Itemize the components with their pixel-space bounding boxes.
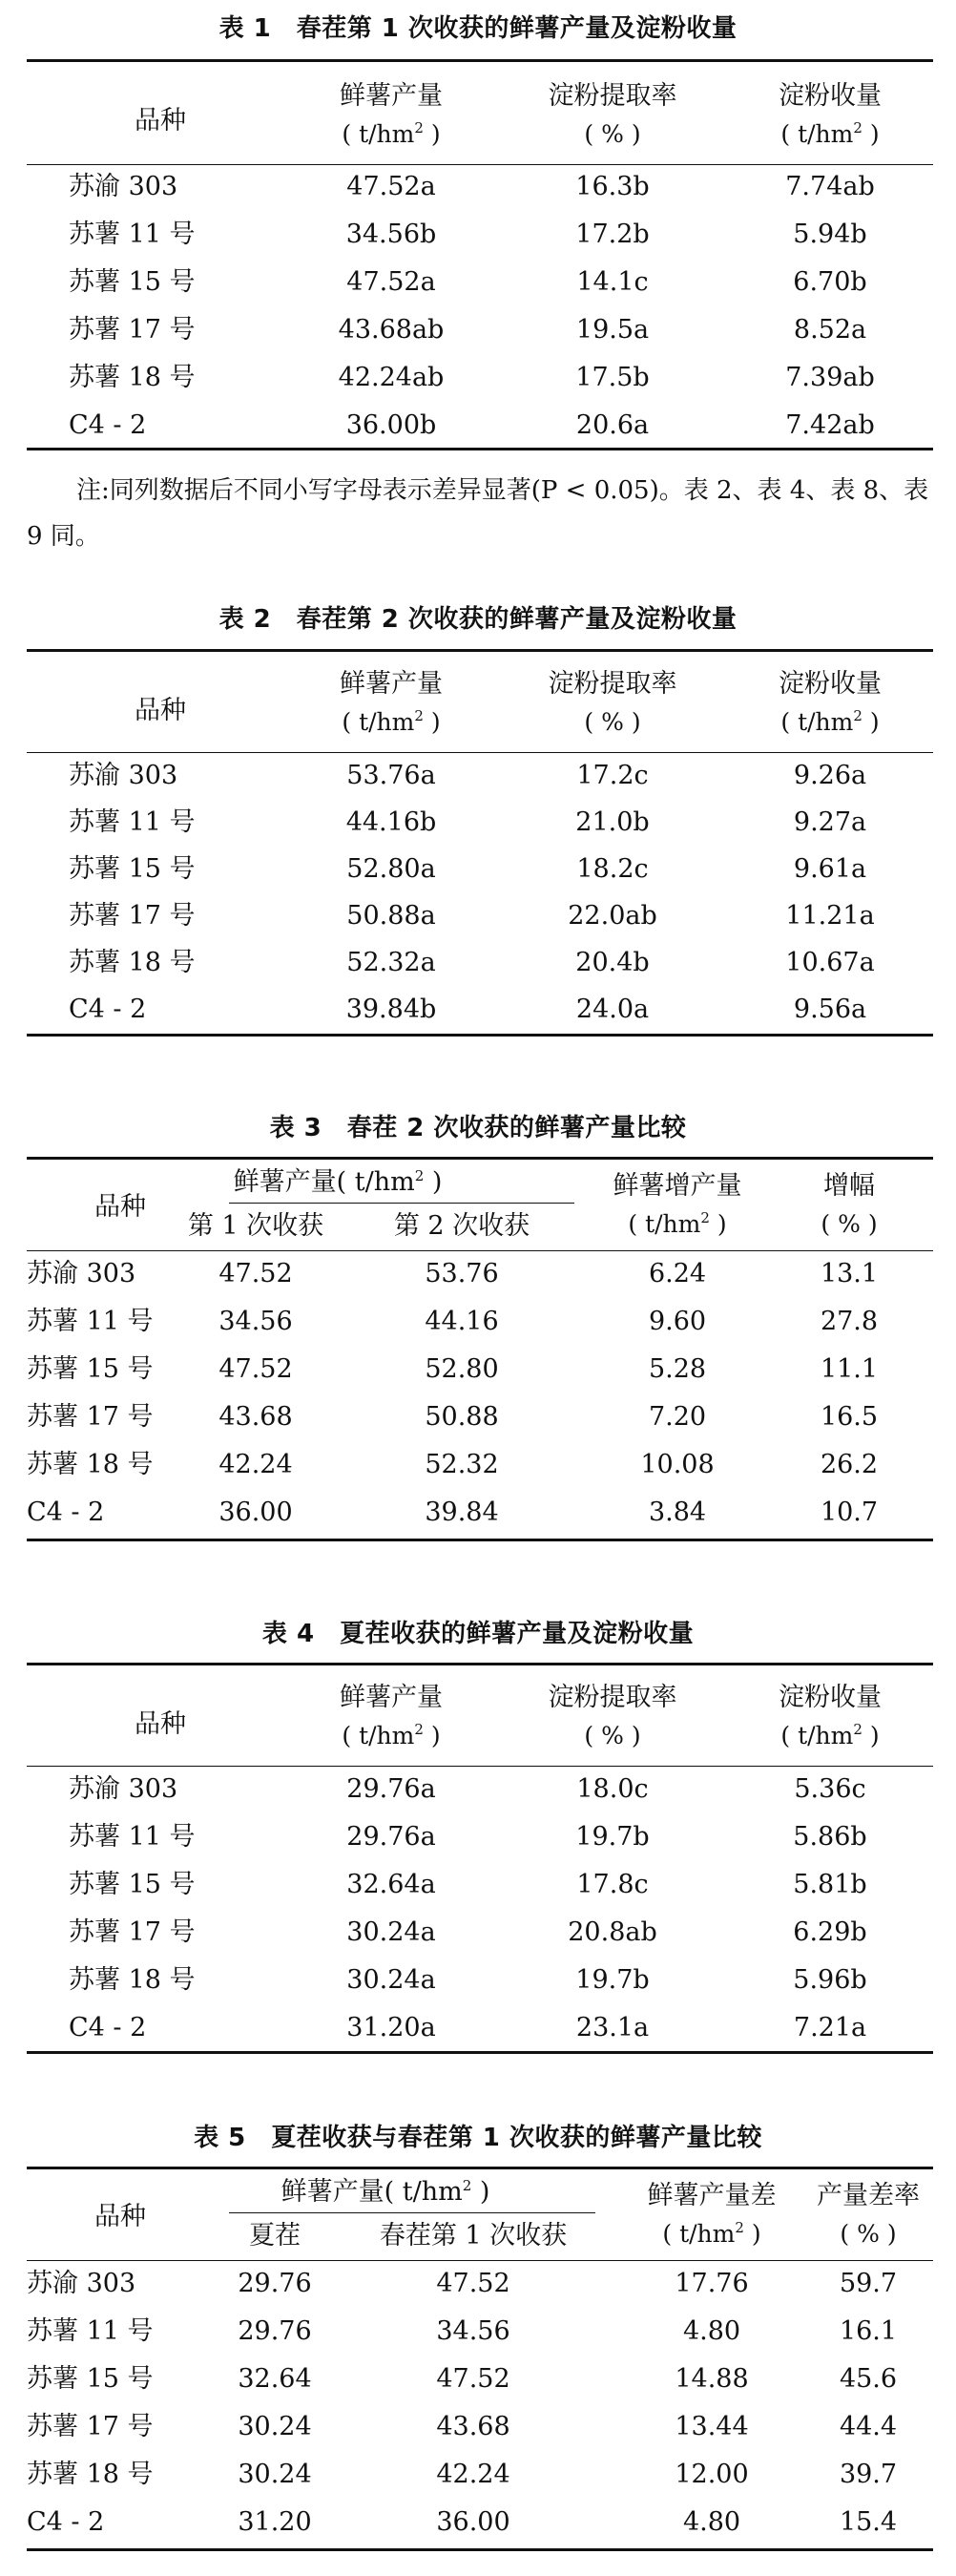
variety-cell: 苏薯 17 号 bbox=[69, 1917, 196, 1947]
table5-header-diff: 鲜薯产量差 bbox=[647, 2181, 777, 2210]
variety-cell: 苏薯 17 号 bbox=[69, 315, 196, 345]
yield-cell: 29.76a bbox=[346, 1822, 436, 1852]
value-cell: 14.88 bbox=[675, 2364, 749, 2394]
rate-cell: 20.6a bbox=[575, 410, 650, 440]
value-cell: 36.00 bbox=[218, 1497, 293, 1527]
table2-header-yield: 鲜薯产量 bbox=[340, 669, 443, 699]
yield-cell: 47.52a bbox=[346, 267, 436, 297]
value-cell: 26.2 bbox=[820, 1450, 879, 1479]
variety-cell: 苏渝 303 bbox=[69, 172, 178, 201]
table-note: 注:同列数据后不同小写字母表示差异显著(P < 0.05)。表 2、表 4、表 8、表 9 同。 bbox=[27, 476, 929, 551]
variety-cell: 苏薯 18 号 bbox=[27, 1450, 154, 1479]
value-cell: 29.76 bbox=[238, 2316, 312, 2346]
variety-cell: 苏薯 11 号 bbox=[69, 1822, 196, 1852]
variety-cell: 苏薯 15 号 bbox=[27, 1354, 154, 1384]
value-cell: 16.5 bbox=[820, 1402, 879, 1432]
value-cell: 6.24 bbox=[648, 1259, 707, 1288]
rate-cell: 19.7b bbox=[575, 1965, 650, 1995]
table2-header-starch-unit: ( $t/hm^2$ ) bbox=[780, 707, 880, 736]
value-cell: 39.84 bbox=[425, 1497, 499, 1527]
starch-cell: 7.42ab bbox=[785, 410, 875, 440]
table3-header-pct: 增幅 bbox=[823, 1171, 875, 1201]
value-cell: 30.24 bbox=[238, 2460, 312, 2489]
starch-cell: 8.52a bbox=[793, 315, 867, 345]
variety-cell: 苏薯 11 号 bbox=[27, 1307, 154, 1336]
variety-cell: 苏薯 18 号 bbox=[69, 1965, 196, 1995]
table2-header-starch: 淀粉收量 bbox=[779, 669, 882, 699]
table1-header-yield-unit: ( $t/hm^2$ ) bbox=[342, 119, 441, 148]
value-cell: 47.52 bbox=[436, 2364, 510, 2394]
table5-header-pct-unit: ( % ) bbox=[840, 2220, 897, 2248]
rate-cell: 18.2c bbox=[576, 854, 649, 884]
variety-cell: 苏薯 17 号 bbox=[27, 1402, 154, 1432]
yield-cell: 44.16b bbox=[345, 807, 437, 837]
variety-cell: 苏薯 11 号 bbox=[69, 220, 196, 249]
table1-header-rate-unit: ( % ) bbox=[584, 120, 641, 148]
table3-top-rule bbox=[27, 1157, 933, 1160]
variety-cell: 苏渝 303 bbox=[27, 2269, 136, 2298]
yield-cell: 34.56b bbox=[345, 220, 437, 249]
starch-cell: 9.61a bbox=[793, 854, 867, 884]
value-cell: 53.76 bbox=[425, 1259, 499, 1288]
variety-cell: C4 - 2 bbox=[27, 2507, 105, 2537]
yield-cell: 42.24ab bbox=[338, 363, 445, 392]
rate-cell: 17.5b bbox=[575, 363, 650, 392]
table3-header-pct-unit: ( % ) bbox=[821, 1210, 878, 1238]
yield-cell: 30.24a bbox=[346, 1917, 436, 1947]
variety-cell: C4 - 2 bbox=[69, 2013, 147, 2042]
rate-cell: 24.0a bbox=[575, 995, 650, 1024]
value-cell: 27.8 bbox=[820, 1307, 879, 1336]
starch-cell: 7.39ab bbox=[785, 363, 875, 392]
table5-header-pct: 产量差率 bbox=[817, 2181, 920, 2210]
table5 bbox=[27, 2167, 933, 2558]
table2 bbox=[27, 649, 933, 1038]
value-cell: 47.52 bbox=[436, 2269, 510, 2298]
starch-cell: 9.26a bbox=[793, 761, 867, 790]
rate-cell: 19.7b bbox=[575, 1822, 650, 1852]
table3-header-incr-unit: ( $t/hm^2$ ) bbox=[628, 1209, 727, 1238]
value-cell: 34.56 bbox=[218, 1307, 293, 1336]
table1-header-rate: 淀粉提取率 bbox=[548, 81, 677, 111]
value-cell: 9.60 bbox=[648, 1307, 707, 1336]
value-cell: 15.4 bbox=[839, 2507, 898, 2537]
rate-cell: 18.0c bbox=[576, 1774, 649, 1804]
variety-cell: 苏薯 18 号 bbox=[69, 363, 196, 392]
table3-header-incr: 鲜薯增产量 bbox=[613, 1171, 742, 1201]
value-cell: 30.24 bbox=[238, 2412, 312, 2441]
table1-header-starch: 淀粉收量 bbox=[779, 81, 882, 111]
value-cell: 43.68 bbox=[436, 2412, 510, 2441]
rate-cell: 17.8c bbox=[576, 1870, 649, 1899]
variety-cell: 苏薯 17 号 bbox=[27, 2412, 154, 2441]
starch-cell: 5.36c bbox=[794, 1774, 866, 1804]
yield-cell: 32.64a bbox=[346, 1870, 436, 1899]
yield-cell: 36.00b bbox=[345, 410, 437, 440]
value-cell: 10.7 bbox=[820, 1497, 879, 1527]
rate-cell: 20.4b bbox=[575, 948, 650, 977]
table1-header-starch-unit: ( $t/hm^2$ ) bbox=[780, 119, 880, 148]
value-cell: 7.20 bbox=[648, 1402, 707, 1432]
value-cell: 44.4 bbox=[839, 2412, 898, 2441]
value-cell: 50.88 bbox=[425, 1402, 499, 1432]
value-cell: 36.00 bbox=[436, 2507, 510, 2537]
table2-header-yield-unit: ( $t/hm^2$ ) bbox=[342, 707, 441, 736]
value-cell: 5.28 bbox=[648, 1354, 707, 1384]
yield-cell: 52.32a bbox=[346, 948, 436, 977]
starch-cell: 9.27a bbox=[793, 807, 867, 837]
table3-header-group: 鲜薯产量( $t/hm^2$ ) bbox=[233, 1167, 443, 1197]
value-cell: 39.7 bbox=[839, 2460, 898, 2489]
table4-header-rule bbox=[27, 1766, 933, 1767]
yield-cell: 47.52a bbox=[346, 172, 436, 201]
variety-cell: 苏渝 303 bbox=[69, 1774, 178, 1804]
value-cell: 59.7 bbox=[839, 2269, 898, 2298]
rate-cell: 16.3b bbox=[575, 172, 650, 201]
starch-cell: 7.74ab bbox=[785, 172, 875, 201]
value-cell: 45.6 bbox=[839, 2364, 898, 2394]
starch-cell: 5.94b bbox=[793, 220, 867, 249]
value-cell: 52.32 bbox=[425, 1450, 499, 1479]
table5-header-rule bbox=[27, 2260, 933, 2261]
table4-header-rate: 淀粉提取率 bbox=[548, 1683, 677, 1712]
table3 bbox=[27, 1157, 933, 1546]
value-cell: 29.76 bbox=[238, 2269, 312, 2298]
variety-cell: C4 - 2 bbox=[69, 410, 147, 440]
starch-cell: 5.81b bbox=[793, 1870, 867, 1899]
table1 bbox=[27, 59, 933, 450]
value-cell: 4.80 bbox=[682, 2507, 741, 2537]
value-cell: 10.08 bbox=[640, 1450, 715, 1479]
value-cell: 13.1 bbox=[820, 1259, 879, 1288]
table1-header-yield: 鲜薯产量 bbox=[340, 81, 443, 111]
yield-cell: 43.68ab bbox=[338, 315, 445, 345]
value-cell: 47.52 bbox=[218, 1354, 293, 1384]
rate-cell: 14.1c bbox=[576, 267, 649, 297]
value-cell: 47.52 bbox=[218, 1259, 293, 1288]
rate-cell: 22.0ab bbox=[568, 901, 657, 931]
table5-top-rule bbox=[27, 2167, 933, 2169]
variety-cell: 苏薯 15 号 bbox=[69, 854, 196, 884]
yield-cell: 29.76a bbox=[346, 1774, 436, 1804]
value-cell: 13.44 bbox=[675, 2412, 749, 2441]
table4-title: 表 4 夏茬收获的鲜薯产量及淀粉收量 bbox=[261, 1620, 695, 1648]
yield-cell: 30.24a bbox=[346, 1965, 436, 1995]
value-cell: 11.1 bbox=[820, 1354, 879, 1384]
variety-cell: 苏薯 15 号 bbox=[69, 1870, 196, 1899]
rate-cell: 19.5a bbox=[575, 315, 650, 345]
starch-cell: 9.56a bbox=[793, 995, 867, 1024]
variety-cell: 苏渝 303 bbox=[27, 1259, 136, 1288]
table5-header-variety: 品种 bbox=[94, 2202, 146, 2231]
table3-title: 表 3 春茬 2 次收获的鲜薯产量比较 bbox=[269, 1114, 687, 1142]
value-cell: 16.1 bbox=[839, 2316, 898, 2346]
yield-cell: 39.84b bbox=[345, 995, 437, 1024]
value-cell: 32.64 bbox=[238, 2364, 312, 2394]
variety-cell: C4 - 2 bbox=[69, 995, 147, 1024]
starch-cell: 6.70b bbox=[793, 267, 867, 297]
variety-cell: 苏渝 303 bbox=[69, 761, 178, 790]
table3-header-variety: 品种 bbox=[94, 1192, 146, 1222]
starch-cell: 11.21a bbox=[785, 901, 875, 931]
table3-header-sub2: 第 2 次收获 bbox=[393, 1211, 530, 1241]
value-cell: 3.84 bbox=[648, 1497, 707, 1527]
value-cell: 43.68 bbox=[218, 1402, 293, 1432]
table4-header-yield: 鲜薯产量 bbox=[340, 1683, 443, 1712]
table2-bottom-rule bbox=[27, 1034, 933, 1037]
table5-title: 表 5 夏茬收获与春茬第 1 次收获的鲜薯产量比较 bbox=[194, 2124, 762, 2152]
variety-cell: C4 - 2 bbox=[27, 1497, 105, 1527]
table1-top-rule bbox=[27, 59, 933, 62]
variety-cell: 苏薯 15 号 bbox=[27, 2364, 154, 2394]
value-cell: 44.16 bbox=[425, 1307, 499, 1336]
table2-header-rule bbox=[27, 752, 933, 753]
variety-cell: 苏薯 15 号 bbox=[69, 267, 196, 297]
table2-top-rule bbox=[27, 649, 933, 652]
yield-cell: 31.20a bbox=[346, 2013, 436, 2042]
table1-title: 表 1 春茬第 1 次收获的鲜薯产量及淀粉收量 bbox=[218, 14, 738, 43]
table1-bottom-rule bbox=[27, 448, 933, 450]
starch-cell: 7.21a bbox=[793, 2013, 867, 2042]
table5-header-sub1: 夏茬 bbox=[249, 2221, 301, 2251]
starch-cell: 10.67a bbox=[785, 948, 875, 977]
rate-cell: 17.2c bbox=[576, 761, 649, 790]
table3-header-rule bbox=[27, 1250, 933, 1251]
rate-cell: 23.1a bbox=[575, 2013, 650, 2042]
starch-cell: 5.86b bbox=[793, 1822, 867, 1852]
table3-bottom-rule bbox=[27, 1539, 933, 1541]
table2-header-rate: 淀粉提取率 bbox=[548, 669, 677, 699]
table4-header-yield-unit: ( $t/hm^2$ ) bbox=[342, 1721, 441, 1749]
table5-header-sub2: 春茬第 1 次收获 bbox=[379, 2221, 568, 2251]
yield-cell: 52.80a bbox=[346, 854, 436, 884]
table4-header-variety: 品种 bbox=[135, 1709, 186, 1739]
variety-cell: 苏薯 11 号 bbox=[69, 807, 196, 837]
table4 bbox=[27, 1663, 933, 2054]
value-cell: 12.00 bbox=[675, 2460, 749, 2489]
yield-cell: 50.88a bbox=[346, 901, 436, 931]
table5-header-diff-unit: ( $t/hm^2$ ) bbox=[662, 2219, 761, 2248]
table2-header-variety: 品种 bbox=[135, 696, 186, 725]
table1-header-rule bbox=[27, 164, 933, 165]
starch-cell: 6.29b bbox=[793, 1917, 867, 1947]
table1-header-variety: 品种 bbox=[135, 106, 186, 136]
variety-cell: 苏薯 18 号 bbox=[69, 948, 196, 977]
rate-cell: 20.8ab bbox=[568, 1917, 657, 1947]
table3-header-sub1: 第 1 次收获 bbox=[187, 1211, 324, 1241]
table2-header-rate-unit: ( % ) bbox=[584, 708, 641, 736]
variety-cell: 苏薯 18 号 bbox=[27, 2460, 154, 2489]
value-cell: 34.56 bbox=[436, 2316, 510, 2346]
starch-cell: 5.96b bbox=[793, 1965, 867, 1995]
table5-bottom-rule bbox=[27, 2548, 933, 2551]
table5-header-group: 鲜薯产量( $t/hm^2$ ) bbox=[281, 2177, 490, 2207]
yield-cell: 53.76a bbox=[346, 761, 436, 790]
value-cell: 42.24 bbox=[436, 2460, 510, 2489]
table4-bottom-rule bbox=[27, 2051, 933, 2054]
variety-cell: 苏薯 11 号 bbox=[27, 2316, 154, 2346]
rate-cell: 17.2b bbox=[575, 220, 650, 249]
table4-header-starch: 淀粉收量 bbox=[779, 1683, 882, 1712]
value-cell: 52.80 bbox=[425, 1354, 499, 1384]
value-cell: 17.76 bbox=[675, 2269, 749, 2298]
rate-cell: 21.0b bbox=[575, 807, 650, 837]
value-cell: 42.24 bbox=[218, 1450, 293, 1479]
table5-group-rule bbox=[229, 2212, 595, 2213]
value-cell: 31.20 bbox=[238, 2507, 312, 2537]
table2-title: 表 2 春茬第 2 次收获的鲜薯产量及淀粉收量 bbox=[218, 605, 738, 634]
table4-top-rule bbox=[27, 1663, 933, 1665]
table4-header-rate-unit: ( % ) bbox=[584, 1722, 641, 1749]
table3-group-rule bbox=[229, 1203, 574, 1204]
table4-header-starch-unit: ( $t/hm^2$ ) bbox=[780, 1721, 880, 1749]
value-cell: 4.80 bbox=[682, 2316, 741, 2346]
variety-cell: 苏薯 17 号 bbox=[69, 901, 196, 931]
